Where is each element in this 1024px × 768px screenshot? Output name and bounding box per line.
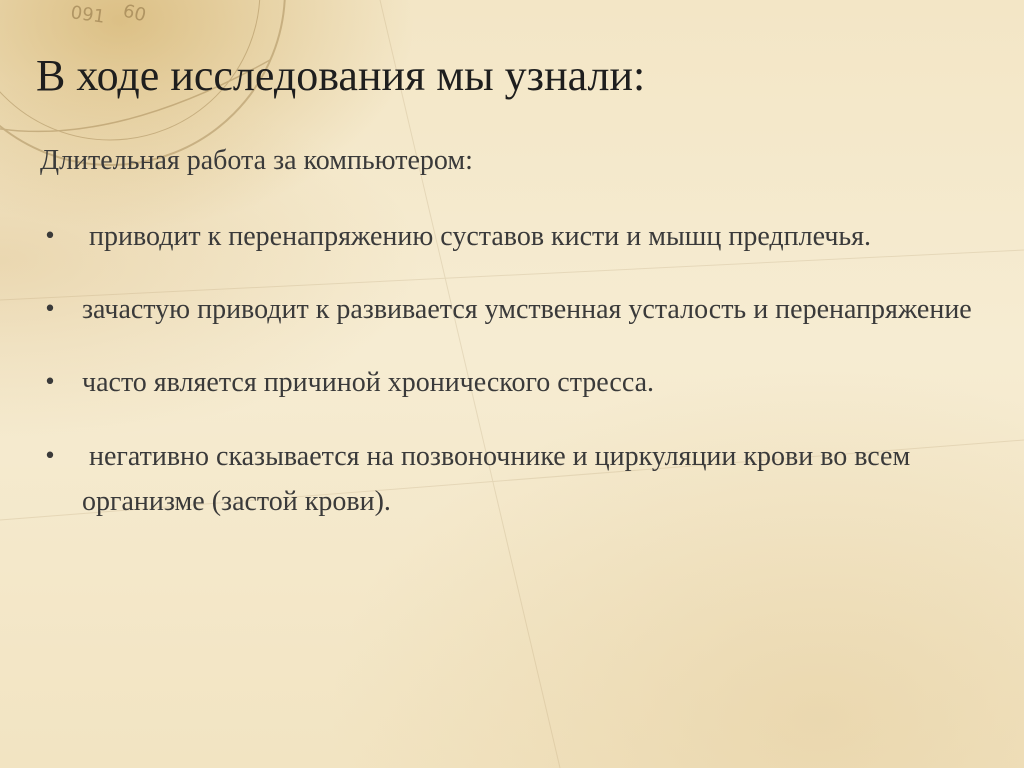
bullet-item-spine-circulation — [40, 434, 1000, 524]
bullet-marker: • — [43, 444, 57, 469]
bullet-text: зачастую приводит к развивается умственная усталость и перенапряжение — [82, 294, 972, 325]
slide-intro: Длительная работа за компьютером: — [40, 145, 473, 176]
bullet-marker: • — [43, 370, 57, 395]
bullet-text: приводит к перенапряжению суставов кисти и мышц предплечья. — [82, 221, 872, 252]
bullet-item-joint-strain — [40, 214, 1000, 259]
bullet-text: негативно сказывается на позвоночнике и циркуляции крови во всем организме (застой крови). — [82, 441, 918, 517]
slide-title: В ходе исследования мы узнали: — [36, 51, 646, 100]
bullet-text: часто является причиной хронического стресса. — [82, 367, 655, 398]
bullet-list — [40, 214, 1000, 524]
bullet-item-mental-fatigue — [40, 287, 1000, 332]
bullet-item-chronic-stress — [40, 360, 1000, 405]
compass-mark-091: 091 — [69, 2, 107, 28]
bullet-marker: • — [43, 224, 57, 249]
bullet-marker: • — [43, 297, 57, 322]
compass-mark-60: 60 — [120, 0, 149, 27]
